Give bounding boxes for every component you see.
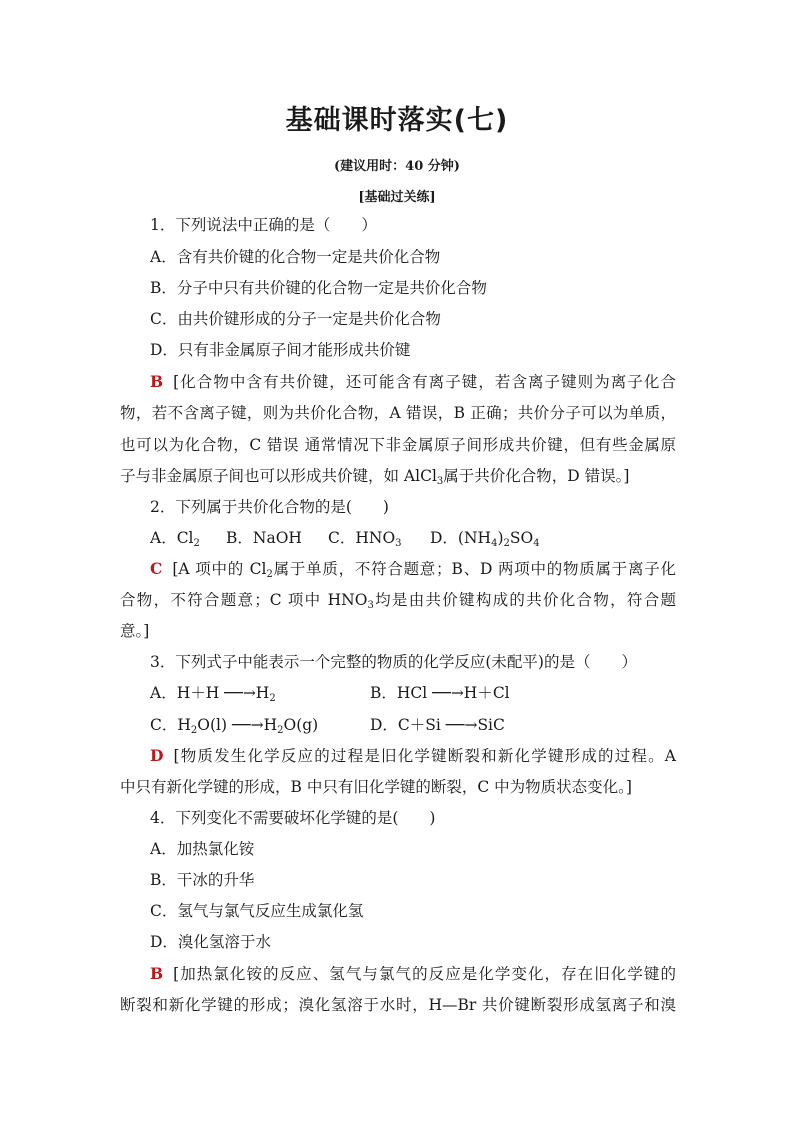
question-1-option-c: C．由共价键形成的分子一定是共价化合物 bbox=[150, 310, 441, 328]
question-4-option-d: D．溴化氢溶于水 bbox=[150, 933, 271, 951]
question-3-option-b: B．HCl ──→H＋Cl bbox=[370, 684, 510, 702]
question-4-option-c: C．氢气与氯气反应生成氯化氢 bbox=[150, 902, 364, 920]
question-1-answer: B bbox=[150, 372, 164, 391]
question-1-option-b: B．分子中只有共价键的化合物一定是共价化合物 bbox=[150, 279, 487, 297]
question-1-option-a: A．含有共价键的化合物一定是共价化合物 bbox=[150, 248, 441, 266]
question-1-stem: 1．下列说法中正确的是（ ） bbox=[150, 216, 377, 234]
question-4-stem: 4．下列变化不需要破坏化学键的是( ) bbox=[150, 809, 436, 827]
section-heading: [基础过关练] bbox=[358, 190, 436, 205]
question-3-option-a: A．H＋H $──\to H_2$ bbox=[150, 684, 276, 704]
question-4-explanation-line-2: 断裂和新化学键的形成；溴化氢溶于水时，H—Br 共价键断裂形成氢离子和溴 bbox=[120, 996, 676, 1014]
question-4-option-a: A．加热氯化铵 bbox=[150, 840, 255, 858]
page-title: 基础课时落实(七) bbox=[285, 105, 509, 136]
question-3-option-c: C．$H_2O(l)$ $──\to H_2O(g)$ bbox=[150, 716, 319, 736]
question-4-answer: B bbox=[150, 964, 164, 983]
question-3-options-row-2 bbox=[150, 715, 676, 735]
question-2-option-c: C．$HNO_3$ bbox=[328, 529, 402, 549]
question-3-stem: 3．下列式子中能表示一个完整的物质的化学反应(未配平)的是（ ） bbox=[150, 653, 637, 671]
question-1-explanation-line-2: 物，若不含离子键，则为共价化合物，A 错误，B 正确；共价分子可以为单质， bbox=[120, 404, 676, 422]
question-2-stem: 2．下列属于共价化合物的是( ) bbox=[150, 498, 389, 516]
question-2-explanation-line-2: 合物，不符合题意；C 项中 $HNO_3$均是由共价键构成的共价化合物，符合题 bbox=[120, 591, 676, 611]
question-2-explanation-line-1: C [A 项中的 $Cl_2$属于单质，不符合题意；B、D 两项中的物质属于离子化 bbox=[150, 559, 676, 580]
question-4-explanation-line-1: B [加热氯化铵的反应、氢气与氯气的反应是化学变化，存在旧化学键的 bbox=[150, 964, 676, 983]
question-2-answer: C bbox=[150, 559, 163, 578]
question-1-explanation-line-1: B [化合物中含有共价键，还可能含有离子键，若含离子键则为离子化合 bbox=[150, 372, 676, 391]
question-3-option-d: D．C＋Si ──→SiC bbox=[370, 716, 505, 734]
suggested-time: (建议用时：40 分钟) bbox=[334, 159, 460, 174]
question-4-option-b: B．干冰的升华 bbox=[150, 871, 255, 889]
question-1-option-d: D．只有非金属原子间才能形成共价键 bbox=[150, 341, 411, 359]
question-2-option-d: D．$(NH_4)_2SO_4$ bbox=[430, 529, 540, 549]
question-2-option-a: A．$Cl_2$ bbox=[150, 529, 200, 549]
question-2-explanation-line-3: 意。] bbox=[120, 622, 150, 640]
question-3-options-row-1 bbox=[150, 683, 676, 703]
question-3-answer: D bbox=[150, 746, 164, 765]
question-3-explanation-line-1: D [物质发生化学反应的过程是旧化学键断裂和新化学键形成的过程。A bbox=[150, 746, 676, 765]
question-1-explanation-line-3: 也可以为化合物，C 错误 通常情况下非金属原子间形成共价键，但有些金属原 bbox=[120, 436, 676, 454]
question-2-option-b: B．NaOH bbox=[226, 529, 302, 547]
question-1-explanation-line-4: 子与非金属原子间也可以形成共价键，如 AlCl$_3$属于共价化合物，D 错误。] bbox=[120, 467, 630, 487]
question-3-explanation-line-2: 中只有新化学键的形成，B 中只有旧化学键的断裂，C 中为物质状态变化。] bbox=[120, 778, 632, 796]
question-2-options bbox=[150, 528, 676, 548]
